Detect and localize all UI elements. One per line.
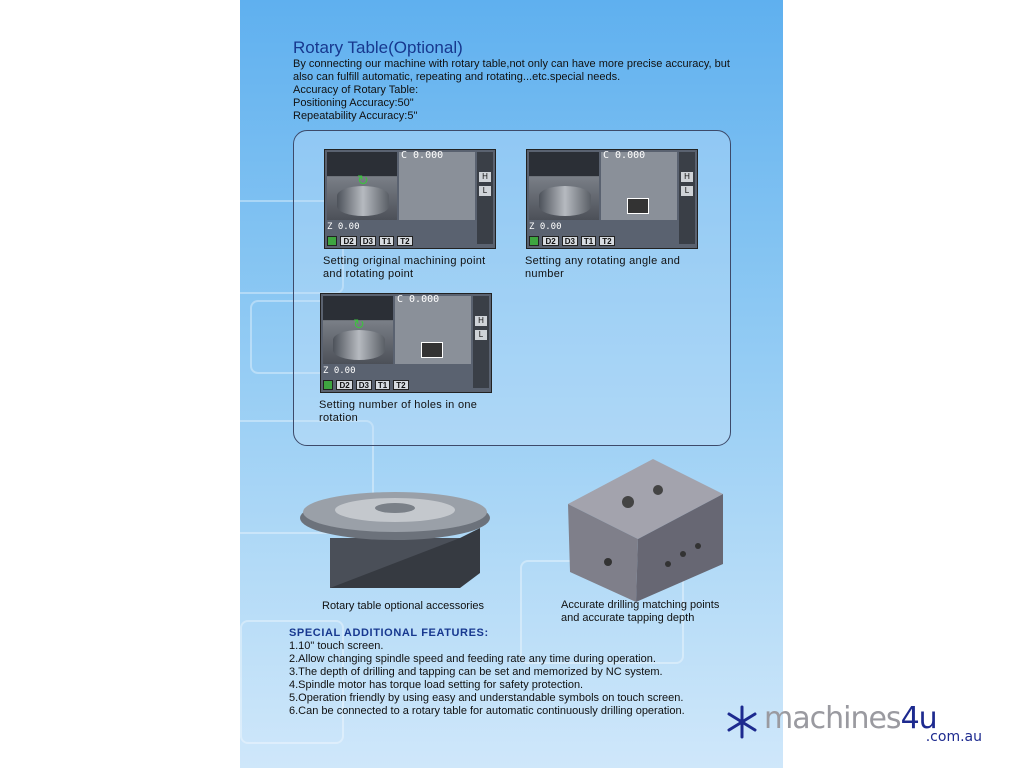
button-t2: T2 — [393, 380, 408, 390]
side-button-h: H — [681, 172, 693, 182]
screen-caption-2: Setting any rotating angle and number — [525, 255, 681, 280]
c-axis-value: C 0.000 — [397, 294, 440, 305]
button-d2: D2 — [340, 236, 356, 246]
button-t2: T2 — [397, 236, 412, 246]
screen-caption-1: Setting original machining point and rotating point — [323, 255, 486, 280]
start-button-icon — [323, 380, 333, 390]
rotary-table-cylinder — [539, 186, 591, 216]
machines4u-logo — [724, 701, 988, 745]
button-t1: T1 — [581, 236, 596, 246]
holes-symbol-icon — [421, 342, 443, 358]
button-d2: D2 — [542, 236, 558, 246]
c-axis-value: C 0.000 — [401, 150, 444, 161]
brochure-page — [240, 0, 783, 768]
button-d2: D2 — [336, 380, 352, 390]
feature-item: 2.Allow changing spindle speed and feeding rate any time during operation. — [289, 653, 656, 665]
z-axis-row: Z 0.00 — [323, 366, 356, 376]
side-button-column — [477, 152, 493, 244]
touchscreen-shot-1 — [324, 149, 496, 249]
features-list — [289, 640, 685, 718]
logo-wordmark — [764, 701, 937, 736]
intro-line: also can fulfill automatic, repeating and rotating...etc.special needs. — [293, 71, 621, 83]
logo-name-end: 4u — [900, 701, 937, 736]
side-button-h: H — [475, 316, 487, 326]
button-t2: T2 — [599, 236, 614, 246]
page-title: Rotary Table(Optional) — [293, 38, 463, 57]
side-button-l: L — [479, 186, 491, 196]
button-d3: D3 — [562, 236, 578, 246]
control-area — [399, 152, 475, 220]
spindle-view — [529, 152, 599, 220]
screen-button-row — [327, 236, 413, 246]
start-button-icon — [529, 236, 539, 246]
feature-item: 3.The depth of drilling and tapping can be set and memorized by NC system. — [289, 666, 663, 678]
side-button-h: H — [479, 172, 491, 182]
c-axis-value: C 0.000 — [603, 150, 646, 161]
machined-block-caption: Accurate drilling matching points and accurate tapping depth — [561, 599, 720, 624]
screen-caption-3: Setting number of holes in one rotation — [319, 399, 478, 424]
button-d3: D3 — [360, 236, 376, 246]
snowflake-icon — [724, 704, 760, 740]
z-axis-value: 0.00 — [337, 222, 360, 232]
feature-item: 5.Operation friendly by using easy and understandable symbols on touch screen. — [289, 692, 684, 704]
intro-text — [293, 58, 763, 123]
spindle-view — [327, 152, 397, 220]
spindle-view — [323, 296, 393, 364]
features-heading: SPECIAL ADDITIONAL FEATURES: — [289, 627, 489, 639]
rotary-table-cylinder — [337, 186, 389, 216]
side-button-l: L — [475, 330, 487, 340]
rotary-table-photo — [300, 488, 490, 598]
z-axis-value: 0.00 — [333, 366, 356, 376]
side-button-l: L — [681, 186, 693, 196]
intro-line: Positioning Accuracy:50" — [293, 97, 414, 109]
rotate-arrow-icon: ↻ — [353, 316, 365, 332]
machined-block-photo — [558, 454, 728, 602]
button-t1: T1 — [379, 236, 394, 246]
rotary-table-caption: Rotary table optional accessories — [322, 600, 485, 612]
start-button-icon — [327, 236, 337, 246]
screens-panel — [293, 130, 731, 446]
z-axis-row: Z 0.00 — [529, 222, 562, 232]
button-t1: T1 — [375, 380, 390, 390]
z-axis-value: 0.00 — [539, 222, 562, 232]
intro-line: By connecting our machine with rotary table,not only can have more precise accuracy, but — [293, 58, 730, 70]
screen-button-row — [323, 380, 409, 390]
z-axis-row: Z 0.00 — [327, 222, 360, 232]
touchscreen-shot-3 — [320, 293, 492, 393]
intro-line: Accuracy of Rotary Table: — [293, 84, 419, 96]
screen-button-row — [529, 236, 615, 246]
button-d3: D3 — [356, 380, 372, 390]
logo-name-start: machines — [764, 701, 901, 736]
side-button-column — [473, 296, 489, 388]
logo-domain-suffix: .com.au — [925, 729, 982, 745]
rotary-table-cylinder — [333, 330, 385, 360]
rotate-arrow-icon: ↻ — [357, 172, 369, 188]
touchscreen-shot-2 — [526, 149, 698, 249]
holes-symbol-icon — [627, 198, 649, 214]
feature-item: 4.Spindle motor has torque load setting for safety protection. — [289, 679, 584, 691]
intro-line: Repeatability Accuracy:5" — [293, 110, 418, 122]
feature-item: 1.10" touch screen. — [289, 640, 384, 652]
feature-item: 6.Can be connected to a rotary table for automatic continuously drilling operation. — [289, 705, 685, 717]
side-button-column — [679, 152, 695, 244]
